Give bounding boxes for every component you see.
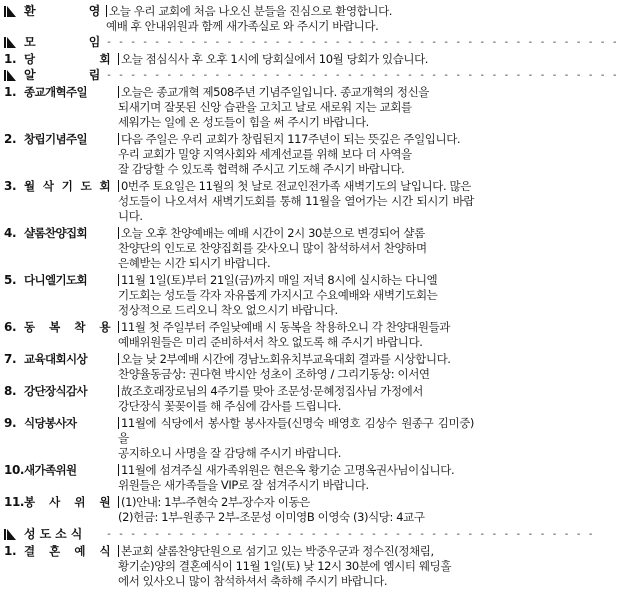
item-text: 11월 첫 주일부터 주일낮예배 시 동복을 착용하오니 각 찬양대원들과 예배위원들은 미리 준비하셔서 착오 없도록 해 주시기 바랍니다. bbox=[118, 320, 451, 349]
divider-bar bbox=[118, 86, 119, 98]
item-label: 교육대회시상 bbox=[24, 352, 88, 366]
welcome-section bbox=[4, 4, 474, 34]
item-text: 11월 1일(토)부터 21일(금)까지 매일 저녁 8시에 실시하는 다니엘 기도회는 성도들 각자 자유롭게 가지시고 수요예배와 새벽기도회는 정상적으로 드리오니 착오 없으시기 바랍니다. bbox=[118, 273, 438, 317]
item-label: 결 혼 예 식 bbox=[24, 544, 110, 558]
divider-bar bbox=[118, 496, 119, 508]
section-marker-icon bbox=[4, 4, 24, 17]
item-number: 3. bbox=[4, 179, 17, 193]
item-number: 1. bbox=[4, 544, 17, 558]
item-label: 창립기념주일 bbox=[24, 132, 88, 146]
item-text: 본교회 샬롬찬양단원으로 섬기고 있는 박중우군과 정수진(정채림, 황기순)양의 결혼예식이 11월 1일(토) 낮 12시 30분에 엠시티 웨딩홀 에서 있사오니 많이 참석하셔서 축하해 주시기 바랍니다. bbox=[118, 544, 452, 588]
item-label: 샬롬찬양집회 bbox=[24, 226, 88, 240]
divider-bar bbox=[118, 321, 119, 333]
member-list bbox=[4, 544, 474, 589]
notice-item bbox=[4, 384, 474, 414]
notice-list bbox=[4, 85, 474, 525]
notice-item bbox=[4, 179, 474, 224]
divider-bar bbox=[118, 274, 119, 286]
item-text: (1)안내: 1부-주현숙 2부-장수자 이동은 (2)헌금: 1부-원종구 2부-조문성 이미영B 이영숙 (3)식당: 4교구 bbox=[118, 495, 425, 524]
item-number: 6. bbox=[4, 320, 17, 334]
item-number: 11. bbox=[4, 495, 25, 509]
item-number: 7. bbox=[4, 352, 17, 366]
notice-item bbox=[4, 352, 474, 382]
notice-item bbox=[4, 132, 474, 177]
item-label: 동 복 착 용 bbox=[24, 320, 110, 334]
notice-item bbox=[4, 226, 474, 271]
item-label: 새가족위원 bbox=[24, 463, 77, 477]
divider-bar bbox=[118, 53, 119, 65]
section-divider: - - - - - - - - - - - - - - - - - - - - - - - - - - - - - - - - - - - - - - - - - - - bbox=[106, 70, 618, 81]
members-section bbox=[4, 527, 594, 542]
item-text: 오늘은 종교개혁 제508주년 기념주일입니다. 종교개혁의 정신을 되새기며 잘못된 신앙 습관을 고치고 날로 새로워 지는 교회를 세워가는 일에 온 성도들이 힘을 써 주시기 바랍니다. bbox=[118, 85, 430, 129]
section-divider: - - - - - - - - - - - - - - - - - - - - - - - - - - - - - - - - - - - - - - - - - bbox=[106, 529, 594, 540]
notice-item bbox=[4, 273, 474, 318]
divider-bar bbox=[118, 227, 119, 239]
divider-bar bbox=[118, 545, 119, 557]
notice-item bbox=[4, 320, 474, 350]
item-text: 11월에 식당에서 봉사할 봉사자들(신명숙 배영호 김상수 원종구 김미중)을 공지하오니 사명을 잘 감당해 주시기 바랍니다. bbox=[118, 416, 474, 460]
notice-item bbox=[4, 463, 474, 493]
welcome-text: 오늘 우리 교회에 처음 나오신 분들을 진심으로 환영합니다. 예배 후 안내위원과 함께 새가족실로 와 주시기 바랍니다. bbox=[106, 4, 393, 33]
item-label: 강단장식감사 bbox=[24, 384, 88, 398]
item-text: 오늘 오후 찬양예배는 예배 시간이 2시 30분으로 변경되어 샬롬 찬양단의 인도로 찬양집회를 갖사오니 많이 참석하셔서 찬양하며 은혜받는 시간 되시기 바랍니다. bbox=[118, 226, 427, 270]
item-number: 1. bbox=[4, 85, 17, 99]
notice-item bbox=[4, 416, 474, 461]
members-title: 성도소식 bbox=[24, 527, 87, 541]
divider-bar bbox=[118, 464, 119, 476]
item-label: 종교개혁주일 bbox=[24, 85, 88, 99]
item-label: 식당봉사자 bbox=[24, 416, 77, 430]
item-text: 오늘 낮 2부예배 시간에 경남노회유치부교육대회 결과를 시상합니다. 찬양율동금상: 권다현 박시안 성초이 조하영 / 그리기동상: 이서연 bbox=[118, 352, 451, 381]
item-label: 월 삭 기 도 회 bbox=[24, 179, 110, 193]
section-marker-icon bbox=[4, 68, 24, 81]
member-item bbox=[4, 544, 474, 589]
item-text: 0번주 토요일은 11월의 첫 날로 전교인전가족 새벽기도의 날입니다. 많은 성도들이 나오셔서 새벽기도회를 통해 11월을 열어가는 시간 되시기 바랍니다. bbox=[118, 179, 474, 223]
meeting-section bbox=[4, 35, 618, 50]
item-label: 봉 사 위 원 bbox=[24, 495, 110, 509]
item-number: 2. bbox=[4, 132, 17, 146]
item-text: 11월에 섬겨주실 새가족위원은 현은옥 황기순 고명옥권사님이십니다. 위원들은 새가족들을 VIP로 잘 섬겨주시기 바랍니다. bbox=[118, 463, 455, 492]
meeting-item: 1. 당 회 오늘 점심식사 후 오후 1시에 당회실에서 10월 당회가 있습니다. bbox=[4, 52, 429, 66]
meeting-title: 모 임 bbox=[24, 35, 100, 49]
divider-bar bbox=[118, 417, 119, 429]
divider-bar bbox=[106, 5, 107, 17]
item-number: 10. bbox=[4, 463, 25, 477]
section-divider: - - - - - - - - - - - - - - - - - - - - - - - - - - - - - - - - - - - - - - - - - - - bbox=[106, 37, 618, 48]
divider-bar bbox=[118, 180, 119, 192]
item-text: 다음 주일은 우리 교회가 창립된지 117주년이 되는 뜻깊은 주일입니다. 우리 교회가 밀양 지역사회와 세계선교를 위해 보다 더 사역을 잘 감당할 수 있도록 협력해 주시고 기도해 주시기 바랍니다. bbox=[118, 132, 461, 176]
section-marker-icon bbox=[4, 527, 24, 540]
section-marker-icon bbox=[4, 35, 24, 48]
divider-bar bbox=[118, 385, 119, 397]
notice-item bbox=[4, 85, 474, 130]
item-label: 다니엘기도회 bbox=[24, 273, 88, 287]
divider-bar bbox=[118, 133, 119, 145]
notice-title: 알 림 bbox=[24, 68, 100, 82]
item-number: 9. bbox=[4, 416, 17, 430]
item-number: 4. bbox=[4, 226, 17, 240]
item-label: 당 회 bbox=[24, 52, 110, 66]
item-number: 8. bbox=[4, 384, 17, 398]
item-number: 5. bbox=[4, 273, 17, 287]
notice-item bbox=[4, 495, 474, 525]
divider-bar bbox=[118, 353, 119, 365]
item-text: 故조호래장로님의 4주기를 맞아 조문성·문혜정집사님 가정에서 강단장식 꽃꽂이를 해 주심에 감사를 드립니다. bbox=[118, 384, 424, 413]
notice-section bbox=[4, 68, 618, 83]
welcome-title: 환 영 bbox=[24, 4, 100, 18]
